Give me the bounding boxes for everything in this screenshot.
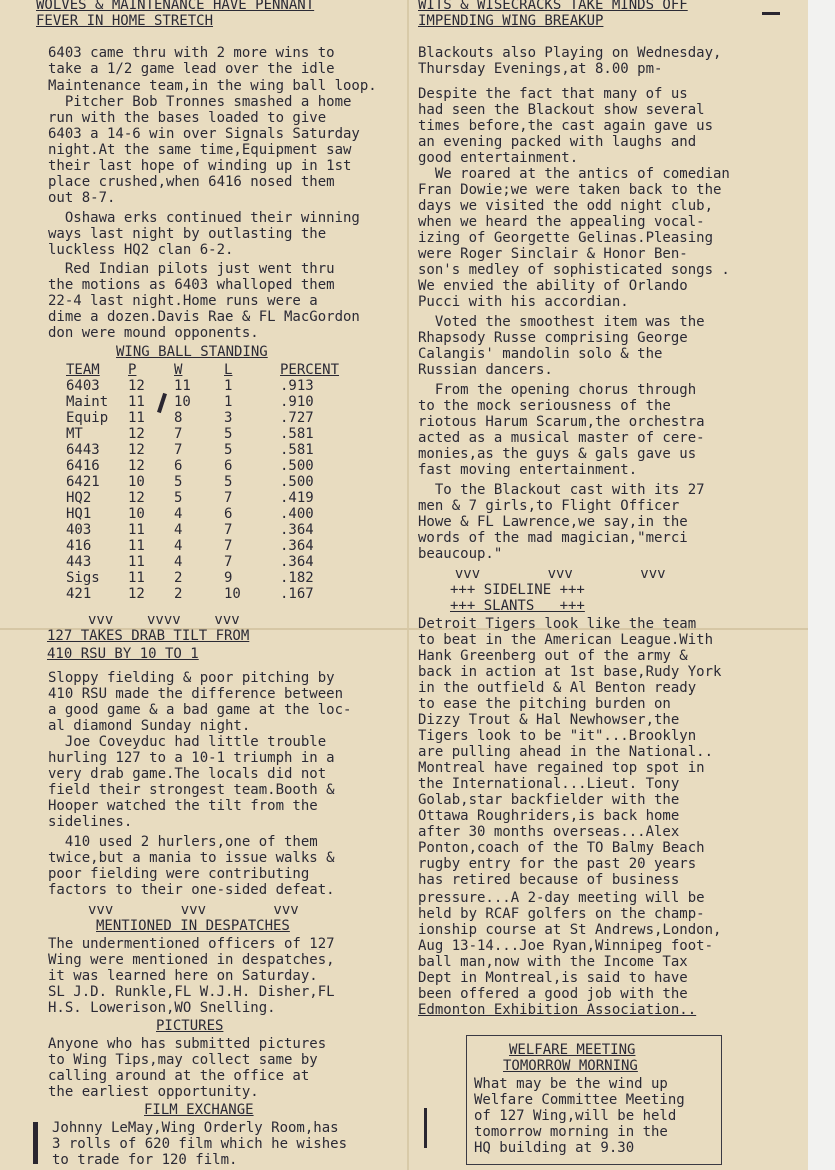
standings-cell: 12 bbox=[128, 458, 145, 474]
story-line: are pulling ahead in the National.. bbox=[418, 744, 714, 760]
story-line: rugby entry for the past 20 years bbox=[418, 856, 697, 872]
story-line: run with the bases loaded to give bbox=[48, 110, 327, 126]
standings-cell: 11 bbox=[128, 570, 145, 586]
story-line: Despite the fact that many of us bbox=[418, 86, 688, 102]
story-line: very drab game.The locals did not bbox=[48, 766, 327, 782]
standings-cell: Sigs bbox=[66, 570, 100, 586]
headline-film-exchange: FILM EXCHANGE bbox=[144, 1102, 254, 1118]
story-line: 410 used 2 hurlers,one of them bbox=[48, 834, 318, 850]
story-line: it was learned here on Saturday. bbox=[48, 968, 318, 984]
story-line: Ottawa Roughriders,is back home bbox=[418, 808, 680, 824]
story-line: to trade for 120 film. bbox=[52, 1152, 238, 1168]
subheadline-blackouts-line2: Thursday Evenings,at 8.00 pm- bbox=[418, 61, 663, 77]
headline-sideline: +++ SIDELINE +++ bbox=[450, 582, 585, 598]
standings-cell: .500 bbox=[280, 474, 314, 490]
story-line: To the Blackout cast with its 27 bbox=[418, 482, 705, 498]
standings-cell: 8 bbox=[174, 410, 183, 426]
story-line: back in action at 1st base,Rudy York bbox=[418, 664, 722, 680]
standings-header-cell: W bbox=[174, 362, 183, 378]
standings-cell: 12 bbox=[128, 490, 145, 506]
story-line: a good game & a bad game at the loc- bbox=[48, 702, 352, 718]
standings-cell: 11 bbox=[128, 538, 145, 554]
standings-cell: 5 bbox=[174, 474, 183, 490]
story-line: take a 1/2 game lead over the idle bbox=[48, 61, 335, 77]
story-line: don were mound opponents. bbox=[48, 325, 259, 341]
standings-cell: .581 bbox=[280, 442, 314, 458]
standings-cell: .364 bbox=[280, 554, 314, 570]
story-line: acted as a musical master of cere- bbox=[418, 430, 705, 446]
story-line: Anyone who has submitted pictures bbox=[48, 1036, 327, 1052]
story-line: H.S. Lowerison,WO Snelling. bbox=[48, 1000, 276, 1016]
story-line: night.At the same time,Equipment saw bbox=[48, 142, 352, 158]
story-line: out 8-7. bbox=[48, 190, 116, 206]
story-line: The undermentioned officers of 127 bbox=[48, 936, 335, 952]
vertical-fold-crease bbox=[407, 0, 409, 1170]
standings-cell: .913 bbox=[280, 378, 314, 394]
standings-cell: 6 bbox=[224, 506, 233, 522]
story-line: 22-4 last night.Home runs were a bbox=[48, 293, 318, 309]
standings-cell: 11 bbox=[128, 522, 145, 538]
welfare-title: WELFARE MEETING bbox=[509, 1042, 636, 1058]
headline-wits: WITS & WISECRACKS TAKE MINDS OFF bbox=[418, 0, 688, 13]
story-line: From the opening chorus through bbox=[418, 382, 697, 398]
standings-cell: 12 bbox=[128, 426, 145, 442]
story-line: Rhapsody Russe comprising George bbox=[418, 330, 688, 346]
standings-cell: .727 bbox=[280, 410, 314, 426]
standings-cell: 11 bbox=[174, 378, 191, 394]
box-line: of 127 Wing,will be held bbox=[474, 1108, 677, 1124]
story-line: after 30 months overseas...Alex bbox=[418, 824, 680, 840]
story-line: poor fielding were contributing bbox=[48, 866, 310, 882]
standings-cell: 9 bbox=[224, 570, 233, 586]
standings-cell: 10 bbox=[128, 474, 145, 490]
story-line: ball man,now with the Income Tax bbox=[418, 954, 688, 970]
story-line: had seen the Blackout show several bbox=[418, 102, 705, 118]
margin-ink-mark bbox=[424, 1108, 427, 1148]
story-line: Russian dancers. bbox=[418, 362, 553, 378]
standings-cell: 421 bbox=[66, 586, 92, 602]
story-line: al diamond Sunday night. bbox=[48, 718, 251, 734]
standings-cell: .419 bbox=[280, 490, 314, 506]
story-line: sidelines. bbox=[48, 814, 133, 830]
standings-cell: .364 bbox=[280, 538, 314, 554]
standings-cell: 6 bbox=[224, 458, 233, 474]
standings-cell: 5 bbox=[174, 490, 183, 506]
story-line: 410 RSU made the difference between bbox=[48, 686, 344, 702]
standings-cell: 10 bbox=[174, 394, 191, 410]
standings-cell: 6 bbox=[174, 458, 183, 474]
standings-cell: 2 bbox=[174, 586, 183, 602]
headline-mentioned: MENTIONED IN DESPATCHES bbox=[96, 918, 290, 934]
standings-cell: 6443 bbox=[66, 442, 100, 458]
story-line: Pitcher Bob Tronnes smashed a home bbox=[48, 94, 352, 110]
separator: vvv vvv vvv bbox=[88, 902, 299, 918]
story-line: place crushed,when 6416 nosed them bbox=[48, 174, 335, 190]
story-line: luckless HQ2 clan 6-2. bbox=[48, 242, 234, 258]
headline-127-takes-line2: 410 RSU BY 10 TO 1 bbox=[47, 646, 199, 662]
story-line: Maintenance team,in the wing ball loop. bbox=[48, 78, 377, 94]
story-line: Hank Greenberg out of the army & bbox=[418, 648, 688, 664]
story-line: an evening packed with laughs and bbox=[418, 134, 697, 150]
standings-header-cell: P bbox=[128, 362, 137, 378]
separator: vvv vvv vvv bbox=[438, 566, 666, 582]
story-line: Golab,star backfielder with the bbox=[418, 792, 680, 808]
story-line: dime a dozen.Davis Rae & FL MacGordon bbox=[48, 309, 360, 325]
story-line: twice,but a mania to issue walks & bbox=[48, 850, 335, 866]
standings-cell: Equip bbox=[66, 410, 109, 426]
standings-cell: 4 bbox=[174, 538, 183, 554]
story-line: the motions as 6403 whalloped them bbox=[48, 277, 335, 293]
story-line: Sloppy fielding & poor pitching by bbox=[48, 670, 335, 686]
standings-cell: 6421 bbox=[66, 474, 100, 490]
standings-cell: 7 bbox=[224, 554, 233, 570]
story-line: Aug 13-14...Joe Ryan,Winnipeg foot- bbox=[418, 938, 714, 954]
story-line: were Roger Sinclair & Honor Ben- bbox=[418, 246, 688, 262]
story-line: Red Indian pilots just went thru bbox=[48, 261, 335, 277]
story-line: calling around at the office at bbox=[48, 1068, 310, 1084]
standings-cell: 7 bbox=[224, 538, 233, 554]
standings-cell: HQ1 bbox=[66, 506, 92, 522]
story-line: men & 7 girls,to Flight Officer bbox=[418, 498, 680, 514]
standings-cell: .910 bbox=[280, 394, 314, 410]
standings-cell: 4 bbox=[174, 506, 183, 522]
story-line: Howe & FL Lawrence,we say,in the bbox=[418, 514, 688, 530]
standings-cell: .500 bbox=[280, 458, 314, 474]
standings-cell: 1 bbox=[224, 394, 233, 410]
standings-cell: 12 bbox=[128, 586, 145, 602]
standings-title: WING BALL STANDING bbox=[116, 344, 268, 360]
margin-ink-mark bbox=[33, 1122, 38, 1164]
story-line: Detroit Tigers look like the team bbox=[418, 616, 697, 632]
story-line: good entertainment. bbox=[418, 150, 579, 166]
story-line: Voted the smoothest item was the bbox=[418, 314, 705, 330]
standings-cell: 10 bbox=[128, 506, 145, 522]
box-line: tomorrow morning in the bbox=[474, 1124, 668, 1140]
standings-header-cell: TEAM bbox=[66, 362, 100, 378]
standings-cell: 4 bbox=[174, 522, 183, 538]
story-line: pressure...A 2-day meeting will be bbox=[418, 890, 705, 906]
standings-cell: 443 bbox=[66, 554, 92, 570]
headline-pictures: PICTURES bbox=[156, 1018, 224, 1034]
standings-cell: 6403 bbox=[66, 378, 100, 394]
welfare-title-line2: TOMORROW MORNING bbox=[503, 1058, 638, 1074]
page-edge bbox=[808, 0, 835, 1170]
story-line: Montreal have regained top spot in bbox=[418, 760, 705, 776]
story-line: izing of Georgette Gelinas.Pleasing bbox=[418, 230, 714, 246]
standings-header-cell: PERCENT bbox=[280, 362, 340, 378]
story-line: hurling 127 to a 10-1 triumph in a bbox=[48, 750, 335, 766]
story-line: Johnny LeMay,Wing Orderly Room,has bbox=[52, 1120, 339, 1136]
standings-cell: 11 bbox=[128, 394, 145, 410]
story-line: ionship course at St Andrews,London, bbox=[418, 922, 722, 938]
standings-cell: 1 bbox=[224, 378, 233, 394]
standings-cell: 7 bbox=[224, 490, 233, 506]
box-line: HQ building at 9.30 bbox=[474, 1140, 635, 1156]
story-line: to ease the pitching burden on bbox=[418, 696, 671, 712]
story-line: in the outfield & Al Benton ready bbox=[418, 680, 697, 696]
story-line: fast moving entertainment. bbox=[418, 462, 638, 478]
margin-ink-mark bbox=[762, 12, 780, 15]
story-line: 3 rolls of 620 film which he wishes bbox=[52, 1136, 348, 1152]
story-line: Pucci with his accordian. bbox=[418, 294, 629, 310]
standings-cell: 403 bbox=[66, 522, 92, 538]
story-line: factors to their one-sided defeat. bbox=[48, 882, 335, 898]
standings-cell: 7 bbox=[224, 522, 233, 538]
story-line: to beat in the American League.With bbox=[418, 632, 714, 648]
story-line: Oshawa erks continued their winning bbox=[48, 210, 360, 226]
standings-cell: 11 bbox=[128, 554, 145, 570]
story-line: We envied the ability of Orlando bbox=[418, 278, 688, 294]
story-line: their last hope of winding up in 1st bbox=[48, 158, 352, 174]
standings-cell: HQ2 bbox=[66, 490, 92, 506]
standings-cell: 5 bbox=[224, 474, 233, 490]
story-line: Ponton,coach of the TO Balmy Beach bbox=[418, 840, 705, 856]
headline-wolves: WOLVES & MAINTENANCE HAVE PENNANT bbox=[36, 0, 315, 13]
story-line: riotous Harum Scarum,the orchestra bbox=[418, 414, 705, 430]
story-line: times before,the cast again gave us bbox=[418, 118, 714, 134]
standings-cell: .182 bbox=[280, 570, 314, 586]
story-line: the earliest opportunity. bbox=[48, 1084, 259, 1100]
welfare-meeting-box bbox=[466, 1035, 722, 1165]
story-line: Joe Coveyduc had little trouble bbox=[48, 734, 327, 750]
story-line: to Wing Tips,may collect same by bbox=[48, 1052, 318, 1068]
standings-cell: 6416 bbox=[66, 458, 100, 474]
story-line: Tigers look to be "it"...Brooklyn bbox=[418, 728, 697, 744]
standings-cell: Maint bbox=[66, 394, 109, 410]
story-line: 6403 a 14-6 win over Signals Saturday bbox=[48, 126, 360, 142]
story-line: held by RCAF golfers on the champ- bbox=[418, 906, 705, 922]
standings-cell: 7 bbox=[174, 442, 183, 458]
standings-cell: .167 bbox=[280, 586, 314, 602]
story-line: been offered a good job with the bbox=[418, 986, 688, 1002]
story-line: to the mock seriousness of the bbox=[418, 398, 671, 414]
story-line: Calangis' mandolin solo & the bbox=[418, 346, 663, 362]
standings-cell: 12 bbox=[128, 378, 145, 394]
margin-ink-mark bbox=[157, 393, 167, 413]
standings-cell: .400 bbox=[280, 506, 314, 522]
story-line: ways last night by outlasting the bbox=[48, 226, 327, 242]
story-line: Hooper watched the tilt from the bbox=[48, 798, 318, 814]
story-line: when we heard the appealing vocal- bbox=[418, 214, 705, 230]
story-line: beaucoup." bbox=[418, 546, 503, 562]
headline-wolves-line2: FEVER IN HOME STRETCH bbox=[36, 13, 214, 29]
story-line: Fran Dowie;we were taken back to the bbox=[418, 182, 722, 198]
standings-cell: 5 bbox=[224, 426, 233, 442]
standings-cell: .364 bbox=[280, 522, 314, 538]
standings-cell: MT bbox=[66, 426, 83, 442]
story-line: Wing were mentioned in despatches, bbox=[48, 952, 335, 968]
standings-cell: .581 bbox=[280, 426, 314, 442]
story-line: 6403 came thru with 2 more wins to bbox=[48, 45, 335, 61]
story-line: SL J.D. Runkle,FL W.J.H. Disher,FL bbox=[48, 984, 335, 1000]
standings-cell: 7 bbox=[174, 426, 183, 442]
story-line: monies,as the guys & gals gave us bbox=[418, 446, 697, 462]
subheadline-blackouts: Blackouts also Playing on Wednesday, bbox=[418, 45, 722, 61]
story-line: Edmonton Exhibition Association.. bbox=[418, 1002, 697, 1018]
standings-header-cell: L bbox=[224, 362, 233, 378]
standings-cell: 5 bbox=[224, 442, 233, 458]
story-line: field their strongest team.Booth & bbox=[48, 782, 335, 798]
story-line: words of the mad magician,"merci bbox=[418, 530, 688, 546]
story-line: has retired because of business bbox=[418, 872, 680, 888]
standings-cell: 2 bbox=[174, 570, 183, 586]
standings-cell: 416 bbox=[66, 538, 92, 554]
box-line: Welfare Committee Meeting bbox=[474, 1092, 685, 1108]
headline-wits-line2: IMPENDING WING BREAKUP bbox=[418, 13, 604, 29]
story-line: the International...Lieut. Tony bbox=[418, 776, 680, 792]
separator: vvv vvvv vvv bbox=[88, 612, 240, 628]
story-line: days we visited the odd night club, bbox=[418, 198, 714, 214]
standings-cell: 11 bbox=[128, 410, 145, 426]
standings-cell: 3 bbox=[224, 410, 233, 426]
headline-127-takes: 127 TAKES DRAB TILT FROM bbox=[47, 628, 250, 644]
box-line: What may be the wind up bbox=[474, 1076, 668, 1092]
standings-cell: 12 bbox=[128, 442, 145, 458]
story-line: Dizzy Trout & Hal Newhowser,the bbox=[418, 712, 680, 728]
story-line: We roared at the antics of comedian bbox=[418, 166, 730, 182]
headline-sideline-line2: +++ SLANTS +++ bbox=[450, 598, 585, 614]
standings-cell: 10 bbox=[224, 586, 241, 602]
story-line: Dept in Montreal,is said to have bbox=[418, 970, 688, 986]
story-line: son's medley of sophisticated songs . bbox=[418, 262, 730, 278]
standings-cell: 4 bbox=[174, 554, 183, 570]
